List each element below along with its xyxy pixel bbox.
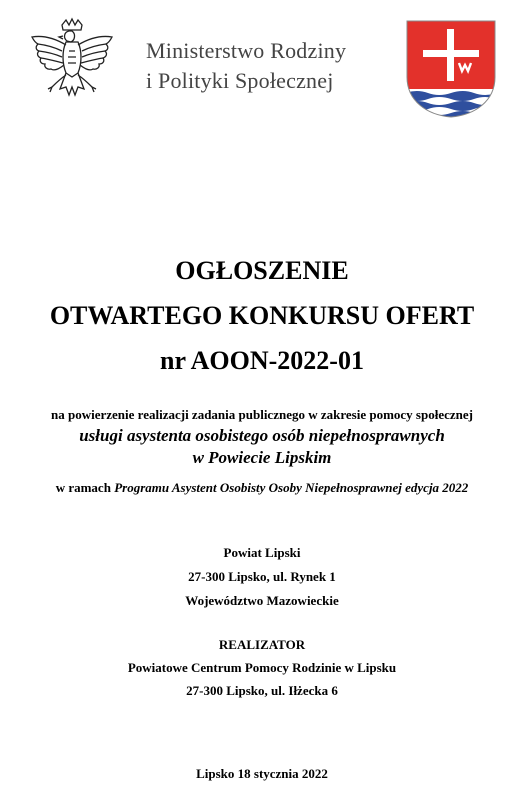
task-line-2: w Powiecie Lipskim <box>192 448 332 467</box>
title-line-3: nr AOON-2022-01 <box>160 346 364 375</box>
title-line-1: OGŁOSZENIE <box>175 256 349 285</box>
program-prefix: w ramach <box>55 480 111 495</box>
announcement-title <box>0 248 524 383</box>
title-line-2: OTWARTEGO KONKURSU OFERT <box>49 301 475 330</box>
powiat-address: 27-300 Lipsko, ul. Rynek 1 <box>188 569 336 584</box>
program-text <box>0 478 524 498</box>
task-description <box>0 425 524 469</box>
ministry-name-line2: i Polityki Społecznej <box>146 68 334 93</box>
realizator-name: Powiatowe Centrum Pomocy Rodzinie w Lipsku <box>127 660 397 675</box>
document-header <box>0 0 524 130</box>
realizator-address: 27-300 Lipsko, ul. Iłżecka 6 <box>186 683 338 698</box>
task-line-1: usługi asystenta osobistego osób niepełnosprawnych <box>79 426 445 445</box>
ministry-name-line1: Ministerstwo Rodziny <box>146 38 347 63</box>
powiat-region: Województwo Mazowieckie <box>185 593 339 608</box>
ministry-name <box>146 36 346 96</box>
realizator-heading: REALIZATOR <box>218 637 306 652</box>
white-eagle-emblem-icon <box>26 17 118 113</box>
realizator-block <box>0 633 524 702</box>
powiat-coat-of-arms-icon <box>405 19 497 119</box>
intro-text: na powierzenie realizacji zadania publicznego w zakresie pomocy społecznej <box>51 407 473 422</box>
program-name: Programu Asystent Osobisty Osoby Niepełnosprawnej edycja 2022 <box>114 480 469 495</box>
document-date: Lipsko 18 stycznia 2022 <box>196 766 328 781</box>
powiat-block <box>0 541 524 613</box>
powiat-name: Powiat Lipski <box>223 545 301 560</box>
